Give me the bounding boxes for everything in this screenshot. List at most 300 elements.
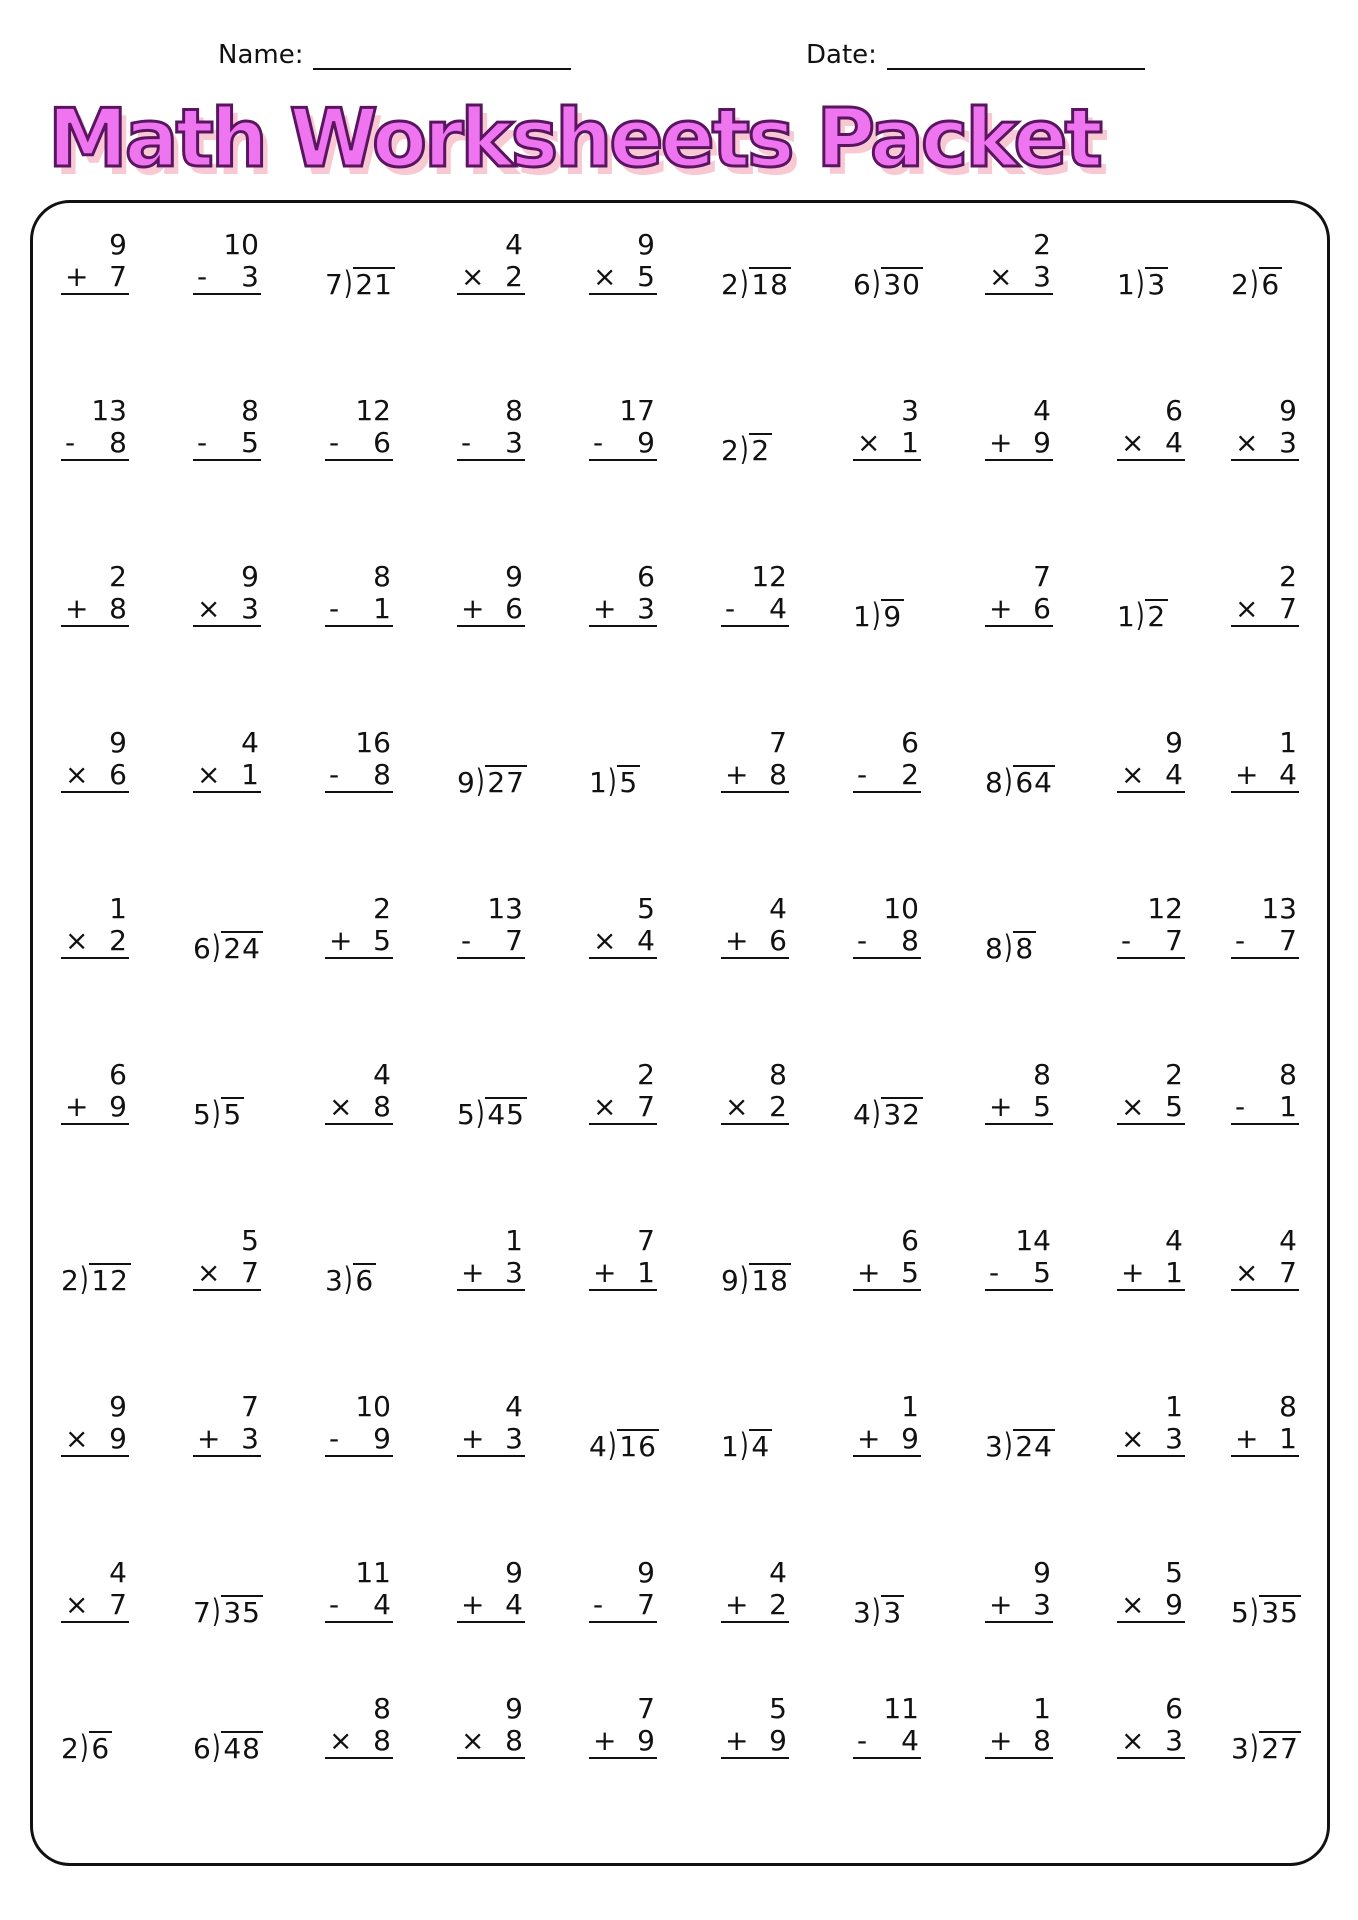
operator-sign: + [197,1422,221,1455]
bottom-operand: 9 [1033,426,1051,459]
arithmetic-problem [589,1224,657,1297]
dividend: 27 [1261,1732,1299,1765]
long-division [193,1094,244,1132]
top-operand: 2 [373,892,391,925]
top-operand: 9 [637,1556,655,1589]
long-division [1231,1592,1301,1630]
division-bracket: ) [1003,1426,1013,1464]
operator-sign: × [461,260,485,293]
operator-sign: × [725,1090,749,1123]
dividend: 2 [1147,600,1167,633]
top-operand: 12 [1147,892,1183,925]
operator-sign: - [329,758,340,791]
division-problem [853,231,921,301]
arithmetic-problem [193,1224,261,1297]
bottom-operand: 5 [901,1256,919,1289]
bottom-operand: 5 [373,924,391,957]
arithmetic-problem [1117,892,1185,965]
divisor: 7 [325,268,343,301]
answer-line [193,592,261,627]
division-problem [193,1061,261,1131]
bottom-operand: 3 [1033,260,1051,293]
arithmetic-problem [985,394,1053,467]
division-problem [853,1559,921,1629]
arithmetic-problem [1231,560,1299,633]
arithmetic-problem [61,560,129,633]
top-operand: 4 [1033,394,1051,427]
divisor: 9 [721,1264,739,1297]
divisor: 2 [721,434,739,467]
operator-sign: × [1121,1588,1145,1621]
top-operand: 4 [241,726,259,759]
bottom-operand: 8 [901,924,919,957]
answer-line [457,1256,525,1291]
top-operand: 1 [1033,1692,1051,1725]
answer-line [61,758,129,793]
arithmetic-problem [853,726,921,799]
top-operand: 8 [373,1692,391,1725]
operator-sign: - [329,1422,340,1455]
operator-sign: + [725,758,749,791]
division-problem [61,1695,129,1765]
bottom-operand: 3 [505,426,523,459]
bottom-operand: 5 [1033,1090,1051,1123]
arithmetic-problem [457,1556,525,1629]
answer-line [1117,758,1185,793]
bottom-operand: 8 [505,1724,523,1757]
arithmetic-problem [1231,1390,1299,1463]
division-problem [853,563,921,633]
division-bracket: ) [343,264,353,302]
arithmetic-problem [1231,726,1299,799]
arithmetic-problem [853,394,921,467]
top-operand: 5 [637,892,655,925]
arithmetic-problem [61,726,129,799]
arithmetic-problem [1117,1058,1185,1131]
long-division [721,264,791,302]
arithmetic-problem [721,1058,789,1131]
division-problem [1117,231,1185,301]
arithmetic-problem [589,560,657,633]
division-bracket: ) [1135,264,1145,302]
bottom-operand: 3 [241,592,259,625]
top-operand: 1 [1165,1390,1183,1423]
dividend: 32 [883,1098,921,1131]
divisor: 7 [193,1596,211,1629]
division-bracket: ) [871,1592,881,1630]
bottom-operand: 8 [1033,1724,1051,1757]
arithmetic-problem [985,1058,1053,1131]
operator-sign: + [1121,1256,1145,1289]
division-problem [1231,1559,1299,1629]
answer-line [721,1588,789,1623]
arithmetic-problem [853,1224,921,1297]
dividend: 12 [91,1264,129,1297]
arithmetic-problem [721,560,789,633]
bottom-operand: 6 [373,426,391,459]
division-bracket: ) [1135,596,1145,634]
top-operand: 5 [241,1224,259,1257]
operator-sign: × [197,758,221,791]
operator-sign: × [65,1588,89,1621]
operator-sign: × [1121,758,1145,791]
answer-line [457,1588,525,1623]
bottom-operand: 3 [1279,426,1297,459]
date-blank-line[interactable] [887,40,1145,70]
top-operand: 8 [769,1058,787,1091]
dividend: 45 [487,1098,525,1131]
long-division [1231,264,1282,302]
date-label: Date: [806,40,877,70]
operator-sign: - [329,1588,340,1621]
top-operand: 6 [109,1058,127,1091]
arithmetic-problem [325,1556,393,1629]
division-problem [985,895,1053,965]
division-problem [1231,231,1299,301]
arithmetic-problem [457,228,525,301]
long-division [589,1426,659,1464]
bottom-operand: 7 [505,924,523,957]
operator-sign: + [461,1588,485,1621]
long-division [853,264,923,302]
dividend: 21 [355,268,393,301]
bottom-operand: 6 [109,758,127,791]
bottom-operand: 5 [241,426,259,459]
name-label: Name: [218,40,304,70]
bottom-operand: 9 [637,1724,655,1757]
operator-sign: - [1235,1090,1246,1123]
answer-line [193,758,261,793]
long-division [721,1426,772,1464]
division-problem [325,1227,393,1297]
long-division [193,1592,263,1630]
division-bracket: ) [211,1094,221,1132]
problem-sheet [30,200,1330,1866]
arithmetic-problem [457,1692,525,1765]
top-operand: 9 [241,560,259,593]
arithmetic-problem [193,1390,261,1463]
answer-line [1231,758,1299,793]
division-bracket: ) [871,1094,881,1132]
bottom-operand: 1 [1279,1090,1297,1123]
divisor: 1 [1117,600,1135,633]
bottom-operand: 4 [1165,426,1183,459]
division-problem [589,1393,657,1463]
operator-sign: + [461,1422,485,1455]
divisor: 1 [1117,268,1135,301]
answer-line [1117,426,1185,461]
top-operand: 9 [505,560,523,593]
top-operand: 4 [769,1556,787,1589]
bottom-operand: 2 [505,260,523,293]
arithmetic-problem [61,892,129,965]
top-operand: 8 [241,394,259,427]
operator-sign: - [197,426,208,459]
division-bracket: ) [211,1592,221,1630]
arithmetic-problem [325,892,393,965]
bottom-operand: 3 [1033,1588,1051,1621]
arithmetic-problem [721,1556,789,1629]
answer-line [1117,1422,1185,1457]
long-division [457,762,527,800]
division-problem [325,231,393,301]
divisor: 3 [853,1596,871,1629]
dividend: 16 [619,1430,657,1463]
top-operand: 4 [505,1390,523,1423]
divisor: 2 [61,1264,79,1297]
arithmetic-problem [457,1224,525,1297]
bottom-operand: 6 [1033,592,1051,625]
arithmetic-problem [721,1692,789,1765]
arithmetic-problem [1231,1058,1299,1131]
operator-sign: × [1235,592,1259,625]
operator-sign: + [329,924,353,957]
division-problem [1231,1695,1299,1765]
bottom-operand: 3 [505,1422,523,1455]
division-bracket: ) [1003,928,1013,966]
division-problem [985,729,1053,799]
arithmetic-problem [985,228,1053,301]
division-bracket: ) [607,762,617,800]
answer-line [457,426,525,461]
dividend: 3 [1147,268,1167,301]
bottom-operand: 8 [373,1090,391,1123]
long-division [853,1094,923,1132]
top-operand: 9 [1033,1556,1051,1589]
division-problem [721,231,789,301]
dividend: 6 [355,1264,375,1297]
bottom-operand: 8 [769,758,787,791]
division-bracket: ) [1249,264,1259,302]
answer-line [985,1588,1053,1623]
top-operand: 9 [109,726,127,759]
operator-sign: + [989,1090,1013,1123]
dividend: 18 [751,1264,789,1297]
answer-line [325,426,393,461]
bottom-operand: 7 [241,1256,259,1289]
answer-line [1117,1256,1185,1291]
operator-sign: × [65,1422,89,1455]
top-operand: 8 [1279,1058,1297,1091]
long-division [457,1094,527,1132]
top-operand: 7 [637,1692,655,1725]
answer-line [1117,1090,1185,1125]
division-bracket: ) [1249,1728,1259,1766]
bottom-operand: 8 [109,426,127,459]
divisor: 6 [193,1732,211,1765]
top-operand: 4 [109,1556,127,1589]
operator-sign: × [197,592,221,625]
answer-line [1231,426,1299,461]
top-operand: 2 [1165,1058,1183,1091]
long-division [193,1728,263,1766]
operator-sign: + [1235,758,1259,791]
top-operand: 10 [883,892,919,925]
dividend: 24 [1015,1430,1053,1463]
bottom-operand: 1 [1279,1422,1297,1455]
arithmetic-problem [1231,892,1299,965]
operator-sign: × [593,260,617,293]
divisor: 6 [853,268,871,301]
operator-sign: × [461,1724,485,1757]
arithmetic-problem [1117,726,1185,799]
arithmetic-problem [325,1390,393,1463]
arithmetic-problem [1117,1556,1185,1629]
answer-line [721,592,789,627]
divisor: 2 [721,268,739,301]
answer-line [61,924,129,959]
bottom-operand: 4 [769,592,787,625]
dividend: 9 [883,600,903,633]
answer-line [985,1090,1053,1125]
answer-line [589,1588,657,1623]
dividend: 5 [223,1098,243,1131]
long-division [1231,1728,1301,1766]
arithmetic-problem [853,892,921,965]
operator-sign: × [65,924,89,957]
arithmetic-problem [985,1556,1053,1629]
date-field[interactable] [806,40,1145,70]
operator-sign: + [65,260,89,293]
bottom-operand: 2 [769,1588,787,1621]
operator-sign: + [989,592,1013,625]
long-division [721,430,772,468]
top-operand: 8 [1279,1390,1297,1423]
divisor: 9 [457,766,475,799]
operator-sign: × [329,1724,353,1757]
arithmetic-problem [457,560,525,633]
operator-sign: × [593,1090,617,1123]
long-division [853,1592,904,1630]
operator-sign: × [1235,426,1259,459]
top-operand: 7 [637,1224,655,1257]
bottom-operand: 5 [637,260,655,293]
arithmetic-problem [1117,1692,1185,1765]
answer-line [853,1256,921,1291]
arithmetic-problem [457,394,525,467]
top-operand: 13 [487,892,523,925]
arithmetic-problem [1117,394,1185,467]
divisor: 4 [589,1430,607,1463]
answer-line [61,426,129,461]
arithmetic-problem [589,1556,657,1629]
division-problem [193,895,261,965]
answer-line [61,1588,129,1623]
long-division [325,264,395,302]
long-division [985,1426,1055,1464]
top-operand: 14 [1015,1224,1051,1257]
top-operand: 8 [505,394,523,427]
division-problem [61,1227,129,1297]
divisor: 1 [721,1430,739,1463]
answer-line [457,1422,525,1457]
long-division [985,762,1055,800]
answer-line [325,924,393,959]
arithmetic-problem [325,394,393,467]
division-bracket: ) [79,1728,89,1766]
operator-sign: - [329,426,340,459]
bottom-operand: 1 [241,758,259,791]
divisor: 2 [61,1732,79,1765]
operator-sign: + [725,1724,749,1757]
division-bracket: ) [607,1426,617,1464]
bottom-operand: 7 [1279,1256,1297,1289]
long-division [1117,264,1168,302]
name-field[interactable] [218,40,571,70]
operator-sign: + [65,1090,89,1123]
divisor: 3 [325,1264,343,1297]
arithmetic-problem [589,1058,657,1131]
division-problem [589,729,657,799]
answer-line [325,592,393,627]
top-operand: 8 [1033,1058,1051,1091]
arithmetic-problem [457,892,525,965]
operator-sign: + [725,924,749,957]
top-operand: 4 [1279,1224,1297,1257]
division-bracket: ) [475,1094,485,1132]
dividend: 35 [223,1596,261,1629]
operator-sign: × [1121,1724,1145,1757]
arithmetic-problem [589,892,657,965]
top-operand: 5 [769,1692,787,1725]
top-operand: 2 [1033,228,1051,261]
long-division [589,762,640,800]
operator-sign: × [329,1090,353,1123]
arithmetic-problem [61,1556,129,1629]
dividend: 3 [883,1596,903,1629]
arithmetic-problem [61,1390,129,1463]
name-blank-line[interactable] [313,40,571,70]
top-operand: 17 [619,394,655,427]
top-operand: 9 [505,1692,523,1725]
answer-line [985,426,1053,461]
operator-sign: + [593,1724,617,1757]
divisor: 5 [193,1098,211,1131]
arithmetic-problem [589,394,657,467]
operator-sign: + [725,1588,749,1621]
divisor: 1 [589,766,607,799]
bottom-operand: 2 [109,924,127,957]
long-division [853,596,904,634]
operator-sign: + [1235,1422,1259,1455]
top-operand: 1 [901,1390,919,1423]
dividend: 35 [1261,1596,1299,1629]
dividend: 6 [1261,268,1281,301]
operator-sign: - [461,426,472,459]
top-operand: 4 [1165,1224,1183,1257]
operator-sign: × [1121,426,1145,459]
top-operand: 9 [505,1556,523,1589]
operator-sign: × [1235,1256,1259,1289]
answer-line [589,1724,657,1759]
division-bracket: ) [211,1728,221,1766]
division-problem [193,1559,261,1629]
top-operand: 6 [901,1224,919,1257]
arithmetic-problem [325,1058,393,1131]
top-operand: 6 [1165,394,1183,427]
top-operand: 3 [901,394,919,427]
arithmetic-problem [985,1224,1053,1297]
answer-line [457,260,525,295]
answer-line [1231,1256,1299,1291]
bottom-operand: 7 [109,260,127,293]
arithmetic-problem [61,394,129,467]
divisor: 3 [1231,1732,1249,1765]
operator-sign: - [857,924,868,957]
bottom-operand: 7 [637,1588,655,1621]
answer-line [325,1588,393,1623]
bottom-operand: 1 [901,426,919,459]
